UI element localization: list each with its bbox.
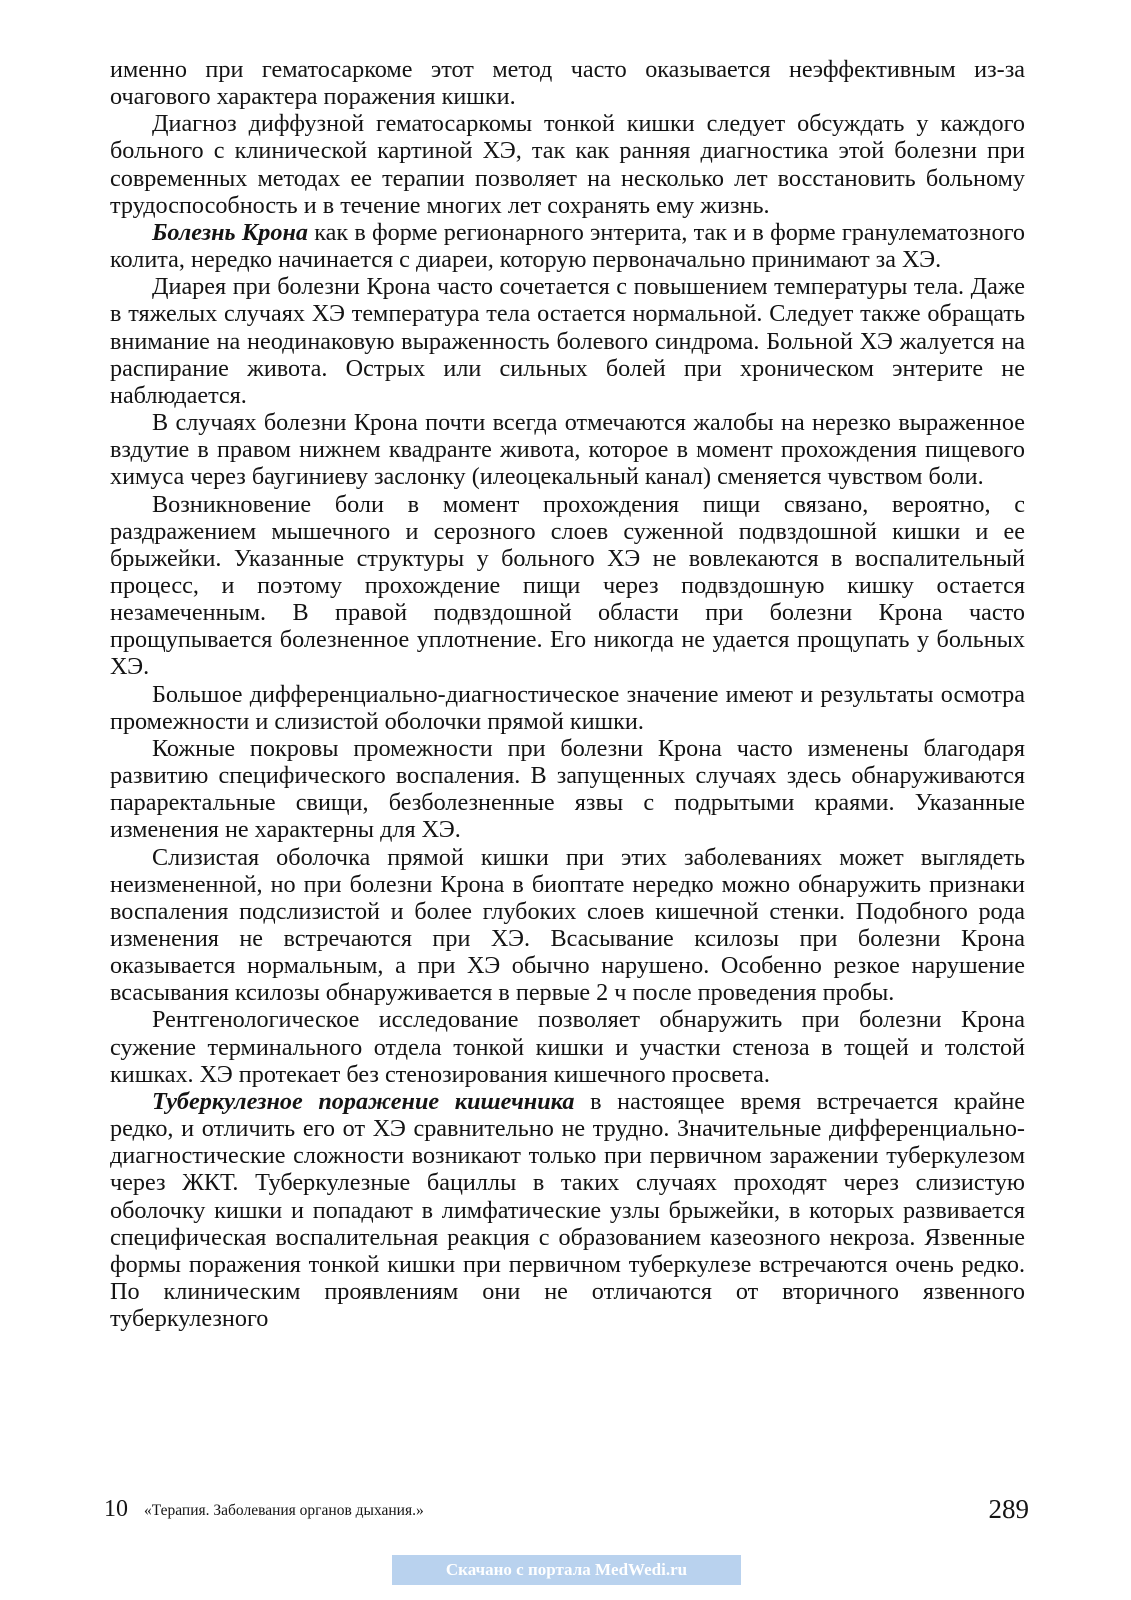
paragraph-11 (110, 1088, 1025, 1332)
paragraph-7 (110, 681, 1025, 735)
paragraph-5-text: В случаях болезни Крона почти всегда отмечаются жалобы на нерезко выраженное вздутие в правом нижнем квадранте живота, которое в момент прохождения пищевого химуса через баугиниеву заслонку (илеоцекальный канал) сменяется чувством боли. (110, 409, 1025, 491)
paragraph-3 (110, 219, 1025, 273)
paragraph-6 (110, 491, 1025, 681)
paragraph-9 (110, 844, 1025, 1007)
paragraph-4 (110, 273, 1025, 409)
term-crohn: Болезнь Крона (152, 218, 308, 246)
paragraph-10 (110, 1006, 1025, 1087)
paragraph-1 (110, 56, 1025, 110)
paragraph-8-text: Кожные покровы промежности при болезни Крона часто изменены благодаря развитию специфического воспаления. В запущенных случаях здесь обнаруживаются параректальные свищи, безболезненные язвы с подрытыми краями. Указанные изменения не характерны для ХЭ. (110, 734, 1025, 844)
page-body (110, 56, 1025, 1332)
paragraph-5 (110, 409, 1025, 490)
paragraph-4-text: Диарея при болезни Крона часто сочетается с повышением температуры тела. Даже в тяжелых случаях ХЭ температура тела остается нормальной. Следует также обращать внимание на неодинаковую выраженность болевого синдрома. Больной ХЭ жалуется на распирание живота. Острых или сильных болей при хроническом энтерите не наблюдается. (110, 273, 1025, 409)
page-number: 289 (988, 1494, 1029, 1524)
paragraph-3-text: как в форме регионарного энтерита, так и в форме гранулематозного колита, нередко начинается с диареи, которую первоначально принимают за ХЭ. (110, 218, 1025, 274)
paragraph-1-text: именно при гематосаркоме этот метод часто оказывается неэффективным из-за очагового характера поражения кишки. (110, 56, 1025, 111)
paragraph-2 (110, 110, 1025, 219)
signature-title: «Терапия. Заболевания органов дыхания.» (144, 1502, 424, 1519)
signature-number: 10 (104, 1496, 128, 1522)
paragraph-8 (110, 735, 1025, 844)
paragraph-6-text: Возникновение боли в момент прохождения пищи связано, вероятно, с раздражением мышечного и серозного слоев суженной подвздошной кишки и ее брыжейки. Указанные структуры у больного ХЭ не вовлекаются в воспалительный процесс, и поэтому прохождение пищи через подвздошную кишку остается незамеченным. В правой подвздошной области при болезни Крона часто прощупывается болезненное уплотнение. Его никогда не удается прощупать у больных ХЭ. (110, 490, 1025, 681)
paragraph-2-text: Диагноз диффузной гематосаркомы тонкой кишки следует обсуждать у каждого больного с клинической картиной ХЭ, так как ранняя диагностика этой болезни при современных методах ее терапии позволяет на несколько лет восстановить больному трудоспособность и в течение многих лет сохранять ему жизнь. (110, 110, 1025, 219)
term-tuberculosis: Туберкулезное поражение кишечника (152, 1087, 575, 1115)
paragraph-11-text: в настоящее время встречается крайне редко, и отличить его от ХЭ сравнительно не трудно. Значительные дифференциально-диагностические сложности возникают только при первичном заражении туберкулезом через ЖКТ. Туберкулезные бациллы в таких случаях проходят через слизистую оболочку кишки и попадают в лимфатические узлы брыжейки, в которых развивается специфическая воспалительная реакция с образованием казеозного некроза. Язвенные формы поражения тонкой кишки при первичном туберкулезе встречаются очень редко. По клиническим проявлениям они не отличаются от вторичного язвенного туберкулезного (110, 1087, 1025, 1333)
page-footer (104, 1496, 1029, 1532)
paragraph-7-text: Большое дифференциально-диагностическое значение имеют и результаты осмотра промежности и слизистой оболочки прямой кишки. (110, 680, 1025, 735)
paragraph-10-text: Рентгенологическое исследование позволяет обнаружить при болезни Крона сужение терминального отдела тонкой кишки и участки стеноза в тощей и толстой кишках. ХЭ протекает без стенозирования кишечного просвета. (110, 1006, 1025, 1088)
download-watermark: Скачано с портала MedWedi.ru (392, 1555, 741, 1585)
paragraph-9-text: Слизистая оболочка прямой кишки при этих заболеваниях может выглядеть неизмененной, но при болезни Крона в биоптате нередко можно обнаружить признаки воспаления подслизистой и более глубоких слоев кишечной стенки. Подобного рода изменения не встречаются при ХЭ. Всасывание ксилозы при болезни Крона оказывается нормальным, а при ХЭ обычно нарушено. Особенно резкое нарушение всасывания ксилозы обнаруживается в первые 2 ч после проведения пробы. (110, 843, 1025, 1007)
